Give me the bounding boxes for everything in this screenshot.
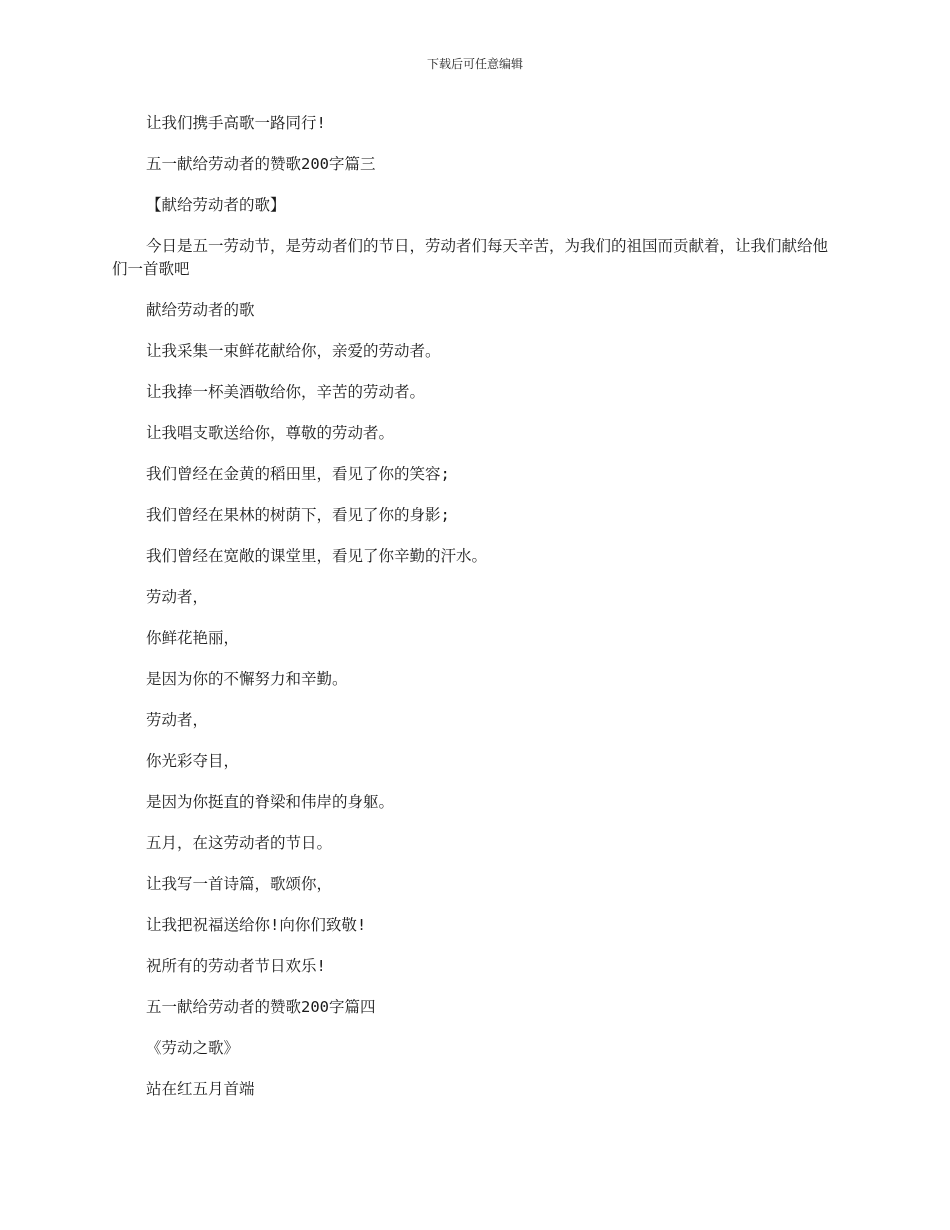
paragraph: 让我们携手高歌一路同行! bbox=[146, 114, 326, 132]
page-header: 下载后可任意编辑 bbox=[426, 57, 523, 71]
poem-title: 献给劳动者的歌 bbox=[146, 301, 255, 319]
section-heading: 五一献给劳动者的赞歌200字篇四 bbox=[146, 998, 376, 1016]
poem-line: 让我写一首诗篇，歌颂你， bbox=[146, 875, 333, 893]
poem-title: 《劳动之歌》 bbox=[146, 1039, 240, 1057]
poem-line: 站在红五月首端 bbox=[146, 1080, 255, 1098]
poem-line: 你光彩夺目， bbox=[146, 752, 240, 770]
poem-line: 我们曾经在金黄的稻田里，看见了你的笑容; bbox=[146, 465, 450, 483]
document-body bbox=[112, 112, 834, 1119]
poem-line: 让我捧一杯美酒敬给你，辛苦的劳动者。 bbox=[146, 383, 426, 401]
poem-line: 是因为你挺直的脊梁和伟岸的身躯。 bbox=[146, 793, 395, 811]
section-heading: 五一献给劳动者的赞歌200字篇三 bbox=[146, 155, 376, 173]
poem-line: 你鲜花艳丽， bbox=[146, 629, 240, 647]
poem-line: 让我采集一束鲜花献给你，亲爱的劳动者。 bbox=[146, 342, 441, 360]
poem-line: 让我把祝福送给你!向你们致敬! bbox=[146, 916, 367, 934]
poem-line: 我们曾经在宽敞的课堂里，看见了你辛勤的汗水。 bbox=[146, 547, 488, 565]
poem-line: 祝所有的劳动者节日欢乐! bbox=[146, 957, 326, 975]
poem-line: 劳动者， bbox=[146, 711, 209, 729]
poem-line: 劳动者， bbox=[146, 588, 209, 606]
poem-line: 我们曾经在果林的树荫下，看见了你的身影; bbox=[146, 506, 450, 524]
paragraph: 【献给劳动者的歌】 bbox=[146, 196, 286, 214]
poem-line: 五月，在这劳动者的节日。 bbox=[146, 834, 333, 852]
poem-line: 让我唱支歌送给你，尊敬的劳动者。 bbox=[146, 424, 395, 442]
paragraph: 今日是五一劳动节，是劳动者们的节日，劳动者们每天辛苦，为我们的祖国而贡献着，让我们献给他们一首歌吧 bbox=[112, 237, 829, 278]
poem-line: 是因为你的不懈努力和辛勤。 bbox=[146, 670, 348, 688]
